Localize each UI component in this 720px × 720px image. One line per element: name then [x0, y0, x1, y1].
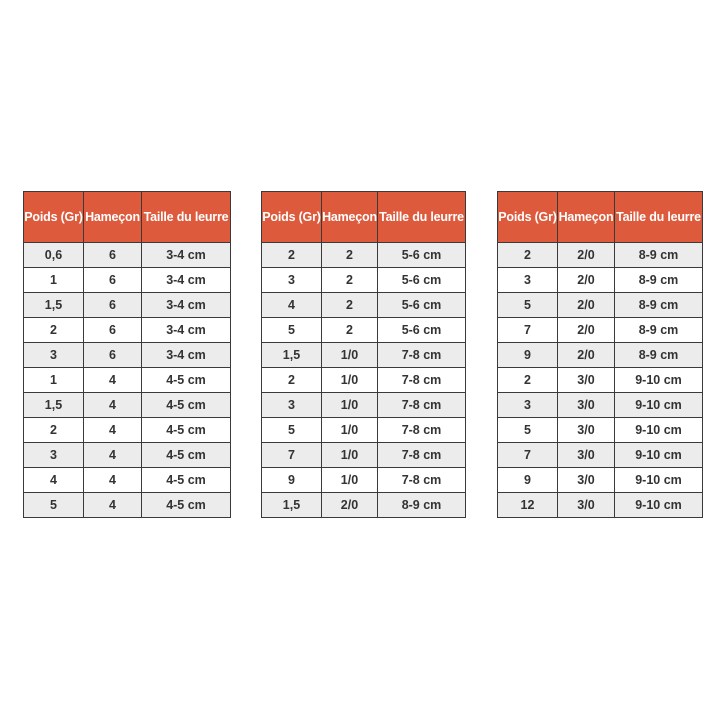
table-row	[498, 368, 703, 393]
cell-weight: 1,5	[262, 343, 322, 368]
cell-lure-size: 8-9 cm	[378, 493, 466, 518]
cell-lure-size: 9-10 cm	[615, 418, 703, 443]
cell-weight: 1	[24, 368, 84, 393]
cell-weight: 7	[498, 318, 558, 343]
cell-hook: 1/0	[322, 468, 378, 493]
cell-lure-size: 4-5 cm	[142, 368, 231, 393]
cell-weight: 9	[498, 468, 558, 493]
cell-lure-size: 7-8 cm	[378, 468, 466, 493]
cell-lure-size: 3-4 cm	[142, 318, 231, 343]
cell-lure-size: 3-4 cm	[142, 343, 231, 368]
header-weight: Poids (Gr)	[498, 192, 558, 243]
table-row	[498, 468, 703, 493]
table-row	[262, 343, 466, 368]
table-row	[262, 268, 466, 293]
cell-weight: 5	[498, 293, 558, 318]
cell-hook: 3/0	[558, 493, 615, 518]
cell-weight: 2	[262, 243, 322, 268]
cell-hook: 6	[84, 268, 142, 293]
cell-lure-size: 8-9 cm	[615, 318, 703, 343]
cell-hook: 2/0	[558, 268, 615, 293]
cell-lure-size: 8-9 cm	[615, 343, 703, 368]
cell-hook: 4	[84, 368, 142, 393]
table-row	[498, 393, 703, 418]
cell-hook: 2/0	[558, 293, 615, 318]
cell-hook: 2	[322, 243, 378, 268]
table-row	[262, 443, 466, 468]
cell-weight: 5	[262, 318, 322, 343]
cell-hook: 2/0	[558, 243, 615, 268]
cell-hook: 6	[84, 318, 142, 343]
cell-hook: 4	[84, 468, 142, 493]
cell-weight: 9	[262, 468, 322, 493]
table-row	[498, 493, 703, 518]
cell-hook: 1/0	[322, 343, 378, 368]
size-table-2	[261, 191, 466, 518]
table-row	[24, 393, 231, 418]
cell-weight: 5	[498, 418, 558, 443]
cell-weight: 4	[24, 468, 84, 493]
cell-hook: 6	[84, 343, 142, 368]
cell-lure-size: 9-10 cm	[615, 443, 703, 468]
table-row	[24, 368, 231, 393]
cell-weight: 3	[262, 268, 322, 293]
cell-weight: 4	[262, 293, 322, 318]
table-row	[24, 468, 231, 493]
cell-hook: 2/0	[558, 318, 615, 343]
header-hook: Hameçon	[322, 192, 378, 243]
table-row	[498, 443, 703, 468]
cell-weight: 3	[498, 393, 558, 418]
cell-lure-size: 3-4 cm	[142, 243, 231, 268]
cell-lure-size: 9-10 cm	[615, 468, 703, 493]
cell-lure-size: 8-9 cm	[615, 268, 703, 293]
cell-hook: 3/0	[558, 443, 615, 468]
cell-weight: 5	[24, 493, 84, 518]
cell-hook: 6	[84, 293, 142, 318]
cell-hook: 3/0	[558, 468, 615, 493]
cell-weight: 1,5	[262, 493, 322, 518]
table-row	[262, 468, 466, 493]
cell-lure-size: 4-5 cm	[142, 468, 231, 493]
table-row	[262, 243, 466, 268]
cell-lure-size: 9-10 cm	[615, 393, 703, 418]
header-weight: Poids (Gr)	[262, 192, 322, 243]
header-lure-size: Taille du leurre	[142, 192, 231, 243]
cell-weight: 2	[498, 368, 558, 393]
cell-lure-size: 5-6 cm	[378, 268, 466, 293]
cell-weight: 12	[498, 493, 558, 518]
table-row	[24, 493, 231, 518]
header-lure-size: Taille du leurre	[378, 192, 466, 243]
cell-hook: 3/0	[558, 418, 615, 443]
cell-lure-size: 9-10 cm	[615, 368, 703, 393]
cell-hook: 6	[84, 243, 142, 268]
cell-hook: 1/0	[322, 418, 378, 443]
table-row	[498, 243, 703, 268]
table-row	[262, 493, 466, 518]
table-row	[24, 343, 231, 368]
cell-weight: 2	[498, 243, 558, 268]
cell-lure-size: 7-8 cm	[378, 343, 466, 368]
size-table-1	[23, 191, 231, 518]
header-hook: Hameçon	[558, 192, 615, 243]
table-row	[24, 243, 231, 268]
cell-lure-size: 3-4 cm	[142, 268, 231, 293]
cell-lure-size: 5-6 cm	[378, 318, 466, 343]
cell-weight: 2	[24, 418, 84, 443]
table-header-row	[498, 192, 703, 243]
cell-lure-size: 4-5 cm	[142, 418, 231, 443]
cell-lure-size: 7-8 cm	[378, 418, 466, 443]
cell-lure-size: 7-8 cm	[378, 443, 466, 468]
cell-lure-size: 4-5 cm	[142, 443, 231, 468]
cell-lure-size: 3-4 cm	[142, 293, 231, 318]
cell-hook: 1/0	[322, 443, 378, 468]
cell-hook: 3/0	[558, 368, 615, 393]
table-row	[24, 293, 231, 318]
cell-lure-size: 5-6 cm	[378, 243, 466, 268]
header-weight: Poids (Gr)	[24, 192, 84, 243]
cell-hook: 1/0	[322, 393, 378, 418]
cell-hook: 4	[84, 418, 142, 443]
table-row	[262, 393, 466, 418]
cell-hook: 3/0	[558, 393, 615, 418]
cell-hook: 2	[322, 293, 378, 318]
cell-lure-size: 7-8 cm	[378, 368, 466, 393]
cell-lure-size: 7-8 cm	[378, 393, 466, 418]
table-row	[262, 318, 466, 343]
table-row	[24, 318, 231, 343]
cell-weight: 1,5	[24, 293, 84, 318]
table-row	[24, 443, 231, 468]
table-row	[24, 268, 231, 293]
cell-weight: 3	[24, 343, 84, 368]
table-row	[262, 368, 466, 393]
cell-weight: 3	[262, 393, 322, 418]
table-row	[498, 343, 703, 368]
table-row	[262, 293, 466, 318]
cell-lure-size: 5-6 cm	[378, 293, 466, 318]
table-row	[498, 293, 703, 318]
cell-hook: 2/0	[322, 493, 378, 518]
cell-lure-size: 8-9 cm	[615, 243, 703, 268]
cell-weight: 2	[262, 368, 322, 393]
table-header-row	[262, 192, 466, 243]
table-row	[262, 418, 466, 443]
cell-weight: 7	[262, 443, 322, 468]
cell-weight: 3	[498, 268, 558, 293]
cell-lure-size: 4-5 cm	[142, 493, 231, 518]
cell-weight: 0,6	[24, 243, 84, 268]
table-row	[498, 418, 703, 443]
cell-lure-size: 8-9 cm	[615, 293, 703, 318]
cell-hook: 4	[84, 493, 142, 518]
cell-hook: 2/0	[558, 343, 615, 368]
table-row	[498, 268, 703, 293]
cell-hook: 4	[84, 443, 142, 468]
header-hook: Hameçon	[84, 192, 142, 243]
cell-lure-size: 9-10 cm	[615, 493, 703, 518]
cell-weight: 3	[24, 443, 84, 468]
cell-hook: 1/0	[322, 368, 378, 393]
cell-weight: 1	[24, 268, 84, 293]
table-row	[24, 418, 231, 443]
cell-weight: 1,5	[24, 393, 84, 418]
table-header-row	[24, 192, 231, 243]
cell-hook: 4	[84, 393, 142, 418]
cell-weight: 5	[262, 418, 322, 443]
cell-weight: 2	[24, 318, 84, 343]
cell-weight: 9	[498, 343, 558, 368]
cell-hook: 2	[322, 318, 378, 343]
header-lure-size: Taille du leurre	[615, 192, 703, 243]
size-table-3	[497, 191, 703, 518]
cell-lure-size: 4-5 cm	[142, 393, 231, 418]
table-row	[498, 318, 703, 343]
cell-weight: 7	[498, 443, 558, 468]
cell-hook: 2	[322, 268, 378, 293]
